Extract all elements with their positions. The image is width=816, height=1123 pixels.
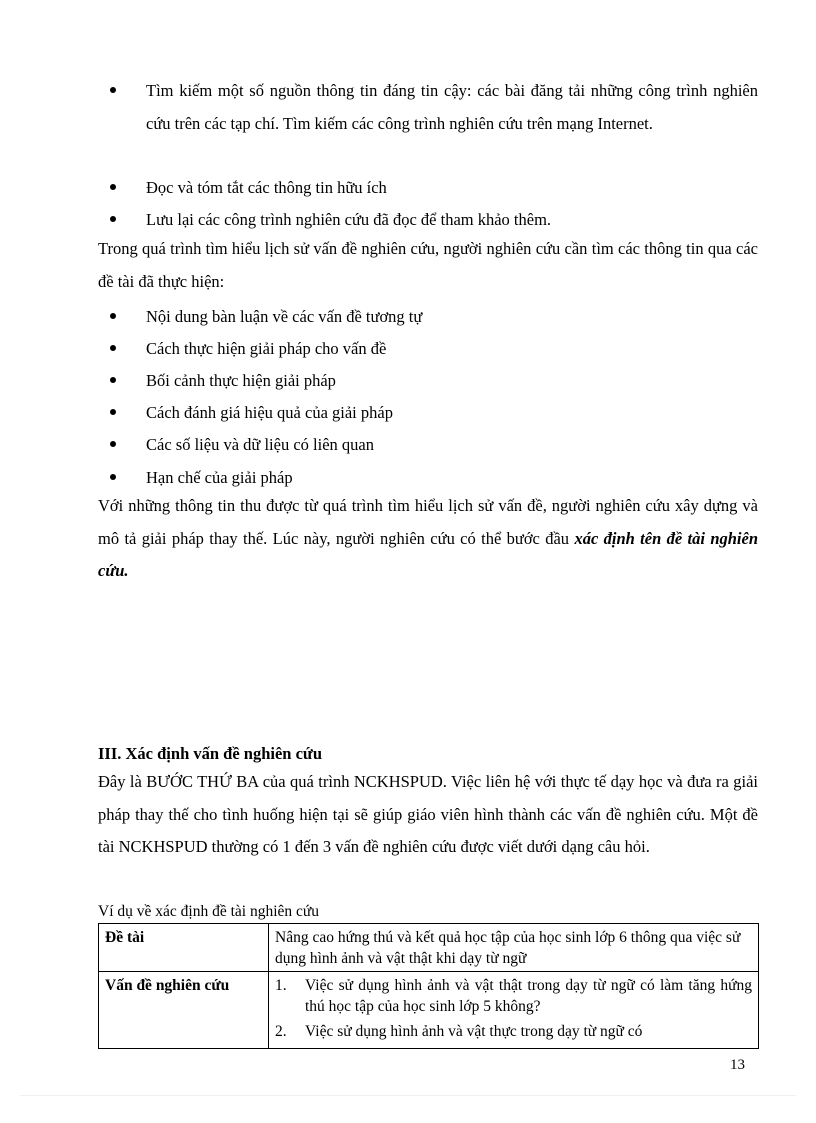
- bullet-text: Hạn chế của giải pháp: [146, 468, 293, 487]
- research-question-list: [275, 975, 752, 1042]
- paragraph-text: Với những thông tin thu được từ quá trình tìm hiểu lịch sử vấn đề, người nghiên cứu xây dựng và mô tả giải pháp thay thế. Lúc này, người nghiên cứu có thể bước đầu: [98, 496, 758, 548]
- bullet-text: Lưu lại các công trình nghiên cứu đã đọc để tham khảo thêm.: [146, 210, 552, 229]
- bullet-dot-icon: [110, 474, 116, 480]
- list-item: [275, 975, 752, 1017]
- bullet-text: Cách đánh giá hiệu quả của giải pháp: [146, 403, 393, 422]
- bullet-text: Bối cảnh thực hiện giải pháp: [146, 371, 336, 390]
- example-table: [98, 923, 759, 1049]
- bullet-dot-icon: [110, 313, 116, 319]
- bullet-dot-icon: [110, 216, 116, 222]
- list-number: 2.: [275, 1023, 287, 1040]
- table-header-cell: Vấn đề nghiên cứu: [99, 972, 269, 1049]
- list-text: Việc sử dụng hình ảnh và vật thật trong dạy từ ngữ có làm tăng hứng thú học tập của học sinh lớp 5 không?: [305, 977, 752, 1015]
- bullet-dot-icon: [110, 409, 116, 415]
- bullet-text: Đọc và tóm tắt các thông tin hữu ích: [146, 178, 387, 197]
- bullet-dot-icon: [110, 377, 116, 383]
- list-number: 1.: [275, 977, 287, 994]
- list-text: Việc sử dụng hình ảnh và vật thực trong dạy từ ngữ có: [305, 1023, 643, 1040]
- list-item: [275, 1021, 752, 1042]
- paragraph: Trong quá trình tìm hiểu lịch sử vấn đề nghiên cứu, người nghiên cứu cần tìm các thông tin qua các đề tài đã thực hiện:: [98, 239, 758, 291]
- table-caption: Ví dụ về xác định đề tài nghiên cứu: [98, 903, 320, 920]
- bullet-dot-icon: [110, 441, 116, 447]
- table-header-cell: Đề tài: [99, 924, 269, 972]
- bullet-text: Nội dung bàn luận về các vấn đề tương tự: [146, 307, 423, 326]
- emphasis-text: xác định tên đề tài nghiên cứu.: [98, 528, 759, 580]
- paragraph: [98, 490, 758, 588]
- table-row: [99, 924, 759, 972]
- page-number: 13: [730, 1057, 745, 1073]
- paragraph: Đây là BƯỚC THỨ BA của quá trình NCKHSPUD. Việc liên hệ với thực tế dạy học và đưa ra giải pháp thay thế cho tình huống hiện tại sẽ giúp giáo viên hình thành các vấn đề nghiên cứu. Một đề tài NCKHSPUD thường có 1 đến 3 vấn đề nghiên cứu được viết dưới dạng câu hỏi.: [98, 772, 758, 856]
- divider: [20, 1095, 796, 1096]
- bullet-dot-icon: [110, 184, 116, 190]
- table-cell: [269, 972, 759, 1049]
- table-row: [99, 972, 759, 1049]
- bullet-text: Các số liệu và dữ liệu có liên quan: [146, 435, 374, 454]
- table-cell: Nâng cao hứng thú và kết quả học tập của học sinh lớp 6 thông qua việc sử dụng hình ảnh và vật thật khi dạy từ ngữ: [269, 924, 759, 972]
- bullet-dot-icon: [110, 345, 116, 351]
- bullet-text: Tìm kiếm một số nguồn thông tin đáng tin cậy: các bài đăng tải những công trình nghiên cứu trên các tạp chí. Tìm kiếm các công trình nghiên cứu trên mạng Internet.: [146, 81, 758, 133]
- section-heading: III. Xác định vấn đề nghiên cứu: [98, 744, 323, 763]
- bullet-text: Cách thực hiện giải pháp cho vấn đề: [146, 339, 387, 358]
- bullet-dot-icon: [110, 87, 116, 93]
